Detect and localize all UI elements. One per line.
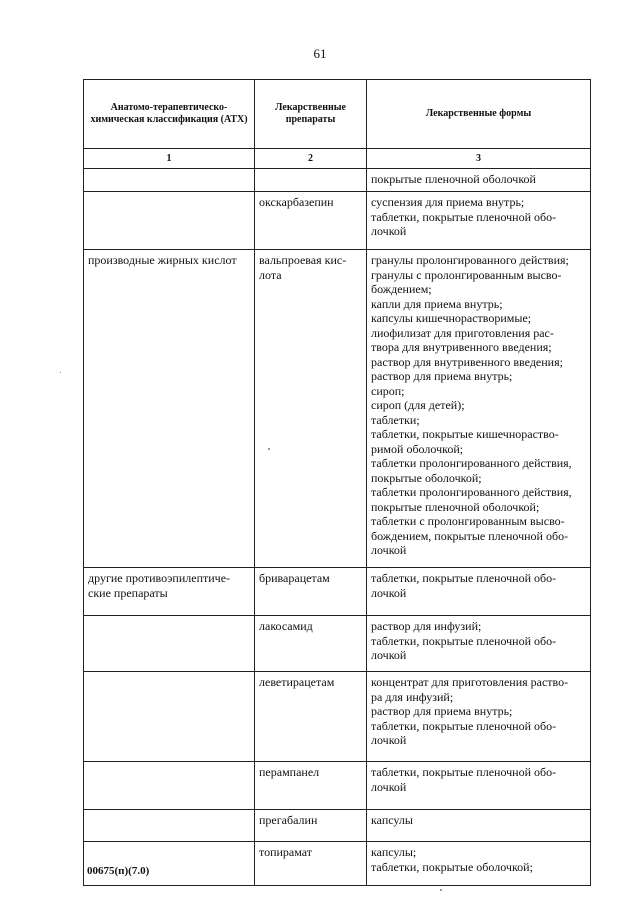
cell-line: таблетки, покрытые пленочной обо- [371, 718, 557, 733]
atc-cell [84, 762, 255, 810]
cell-line: раствор для приема внутрь; [371, 369, 513, 383]
drug-cell [255, 842, 367, 886]
drug-forms-table [83, 79, 591, 886]
cell-line: ские препараты [88, 585, 168, 600]
column-number-row [84, 149, 591, 169]
atc-cell [84, 842, 255, 886]
column-number: 3 [367, 149, 591, 169]
cell-line: таблетки пролонгированного действия, [371, 456, 572, 470]
cell-line: раствор для приема внутрь; [371, 704, 513, 718]
cell-line: покрытые пленочной оболочкой [371, 172, 536, 186]
cell-line: лиофилизат для приготовления рас- [371, 325, 554, 340]
cell-line: гранулы с пролонгированным высво- [371, 267, 562, 282]
cell-line: таблетки, покрытые пленочной обо- [371, 571, 557, 585]
cell-line: бриварацетам [259, 571, 330, 585]
document-code: 00675(п)(7.0) [87, 865, 150, 877]
cell-line: таблетки с пролонгированным высво- [371, 514, 565, 528]
cell-line: суспензия для приема внутрь; [371, 195, 525, 209]
cell-line: концентрат для приготовления раство- [371, 675, 569, 689]
forms-cell [367, 672, 591, 762]
table-row [84, 250, 591, 568]
cell-line: таблетки, покрытые пленочной обо- [371, 209, 557, 224]
cell-line: лочкой [371, 585, 407, 600]
page-number: 61 [313, 46, 327, 61]
table-row [84, 169, 591, 192]
cell-line: капсулы [371, 813, 413, 827]
cell-line: гранулы пролонгированного действия; [371, 253, 569, 267]
cell-line: таблетки, покрытые оболочкой; [371, 859, 533, 874]
forms-cell [367, 169, 591, 192]
cell-line: ра для инфузий; [371, 689, 454, 704]
drug-cell [255, 192, 367, 250]
table-row [84, 672, 591, 762]
cell-line: производные жирных кислот [88, 253, 237, 267]
atc-cell [84, 568, 255, 616]
forms-cell [367, 842, 591, 886]
cell-line: вальпроевая кис- [259, 253, 347, 267]
cell-line: бождением, покрытые пленочной обо- [371, 528, 569, 543]
cell-line: леветирацетам [259, 675, 335, 689]
forms-cell [367, 568, 591, 616]
scan-speck [440, 889, 442, 891]
cell-line: лочкой [371, 648, 407, 662]
drug-cell [255, 616, 367, 672]
atc-cell [84, 672, 255, 762]
table-row [84, 810, 591, 842]
header-atc: Анатомо-терапевтическо-химическая классификация (АТХ) [84, 80, 255, 149]
cell-line: таблетки; [371, 412, 420, 427]
scan-speck [268, 448, 270, 450]
table-row [84, 192, 591, 250]
cell-line: лота [259, 267, 282, 282]
cell-line: лочкой [371, 779, 407, 794]
header-forms: Лекарственные формы [367, 80, 591, 149]
cell-line: капли для приема внутрь; [371, 296, 503, 311]
column-number: 1 [84, 149, 255, 169]
cell-line: лочкой [371, 733, 407, 747]
atc-cell [84, 169, 255, 192]
cell-line: покрытые оболочкой; [371, 470, 482, 485]
cell-line: лакосамид [259, 619, 313, 633]
cell-line: капсулы; [371, 845, 417, 859]
cell-line: бождением; [371, 282, 432, 296]
drug-cell [255, 568, 367, 616]
drug-cell [255, 672, 367, 762]
cell-line: сироп (для детей); [371, 398, 465, 412]
forms-cell [367, 192, 591, 250]
atc-cell [84, 250, 255, 568]
header-drugs: Лекарственные препараты [255, 80, 367, 149]
forms-cell [367, 762, 591, 810]
cell-line: сироп; [371, 383, 405, 398]
cell-line: римой оболочкой; [371, 441, 464, 456]
cell-line: таблетки пролонгированного действия, [371, 485, 572, 499]
atc-cell [84, 810, 255, 842]
cell-line: раствор для инфузий; [371, 619, 482, 633]
cell-line: таблетки, покрытые пленочной обо- [371, 633, 557, 648]
table-row [84, 616, 591, 672]
column-number: 2 [255, 149, 367, 169]
table-header-row [84, 80, 591, 149]
drug-cell [255, 169, 367, 192]
cell-line: лочкой [371, 543, 407, 557]
drug-cell [255, 762, 367, 810]
forms-cell [367, 810, 591, 842]
cell-line: топирамат [259, 845, 313, 859]
cell-line: покрытые пленочной оболочкой; [371, 499, 540, 514]
table-row [84, 842, 591, 886]
table-row [84, 568, 591, 616]
forms-cell [367, 616, 591, 672]
drug-cell [255, 250, 367, 568]
scan-speck [60, 372, 61, 373]
cell-line: капсулы кишечнорастворимые; [371, 311, 532, 325]
cell-line: таблетки, покрытые кишечнораство- [371, 427, 559, 441]
cell-line: перампанел [259, 765, 320, 779]
table-row [84, 762, 591, 810]
cell-line: прегабалин [259, 813, 318, 827]
cell-line: окскарбазепин [259, 195, 334, 209]
cell-line: твора для внутривенного введения; [371, 340, 552, 354]
cell-line: лочкой [371, 224, 407, 238]
atc-cell [84, 616, 255, 672]
cell-line: другие противоэпилептиче- [88, 571, 231, 585]
atc-cell [84, 192, 255, 250]
table-body [84, 169, 591, 886]
cell-line: раствор для внутривенного введения; [371, 354, 563, 369]
drug-cell [255, 810, 367, 842]
forms-cell [367, 250, 591, 568]
cell-line: таблетки, покрытые пленочной обо- [371, 765, 557, 779]
